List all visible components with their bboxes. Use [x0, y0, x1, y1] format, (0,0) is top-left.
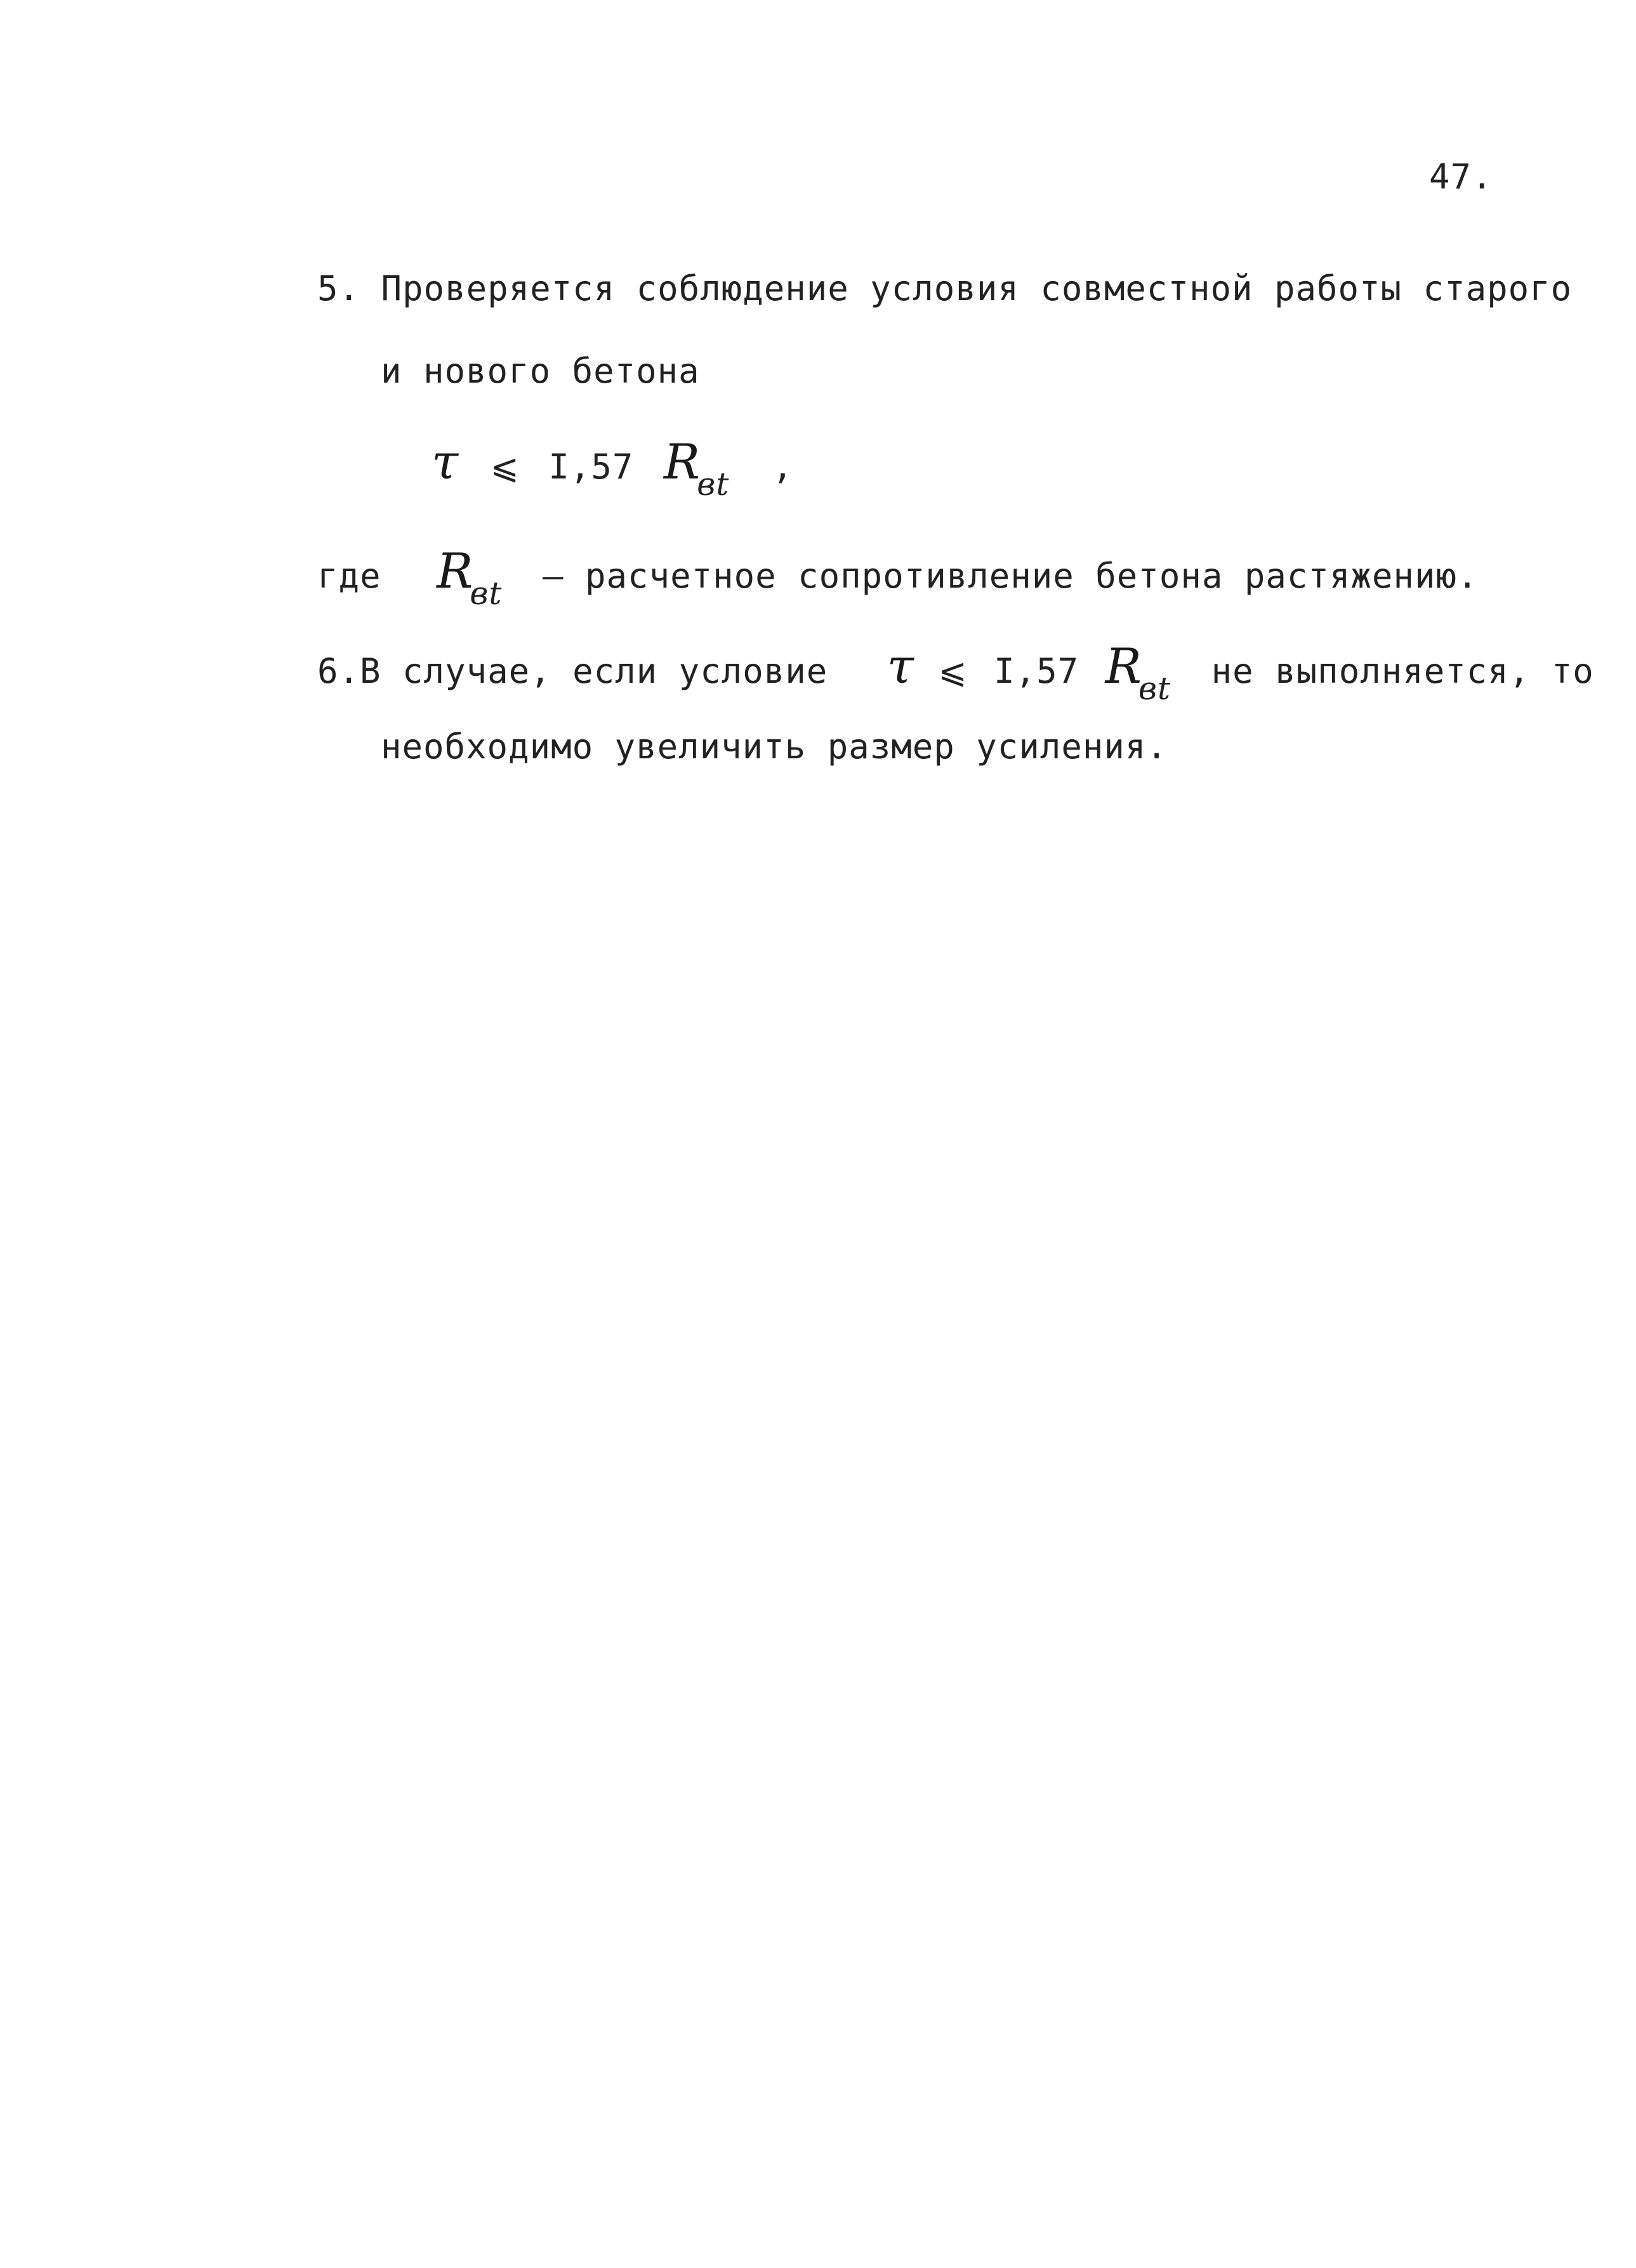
formula-tau: τ	[432, 433, 459, 490]
where-definition: – расчетное сопротивление бетона растяжению.	[543, 556, 1479, 596]
formula-le-sign: ⩽	[490, 447, 520, 487]
item-6-r-subscript: вt	[1138, 670, 1171, 707]
where-word: где	[317, 556, 381, 596]
item-5-line-1: 5. Проверяется соблюдение условия совместной работы старого	[317, 268, 1573, 308]
item-5-line-2: и нового бетона	[381, 351, 700, 391]
where-line	[317, 543, 1479, 612]
item-6-r-bt	[1105, 638, 1171, 707]
formula-trailing-comma: ,	[772, 447, 794, 487]
item-6-end: не выполняется, то	[1211, 651, 1594, 691]
formula-r-subscript: вt	[697, 466, 730, 503]
item-6-start: 6.В случае, если условие	[317, 651, 828, 691]
where-r-bt	[437, 543, 503, 612]
item-6-tau: τ	[887, 638, 914, 694]
formula-condition	[432, 433, 794, 503]
page-number: 47.	[1429, 157, 1493, 197]
item-6-coefficient: I,57	[994, 651, 1079, 691]
formula-coefficient: I,57	[548, 447, 634, 487]
where-r: R	[437, 543, 474, 599]
item-6-r: R	[1105, 638, 1142, 694]
item-6-line-2: необходимо увеличить размер усиления.	[381, 727, 1168, 767]
formula-r: R	[663, 433, 701, 490]
where-r-subscript: вt	[470, 575, 503, 612]
item-6-le-sign: ⩽	[938, 651, 968, 691]
formula-r-bt	[663, 433, 730, 503]
item-6-line-1	[317, 638, 1594, 707]
